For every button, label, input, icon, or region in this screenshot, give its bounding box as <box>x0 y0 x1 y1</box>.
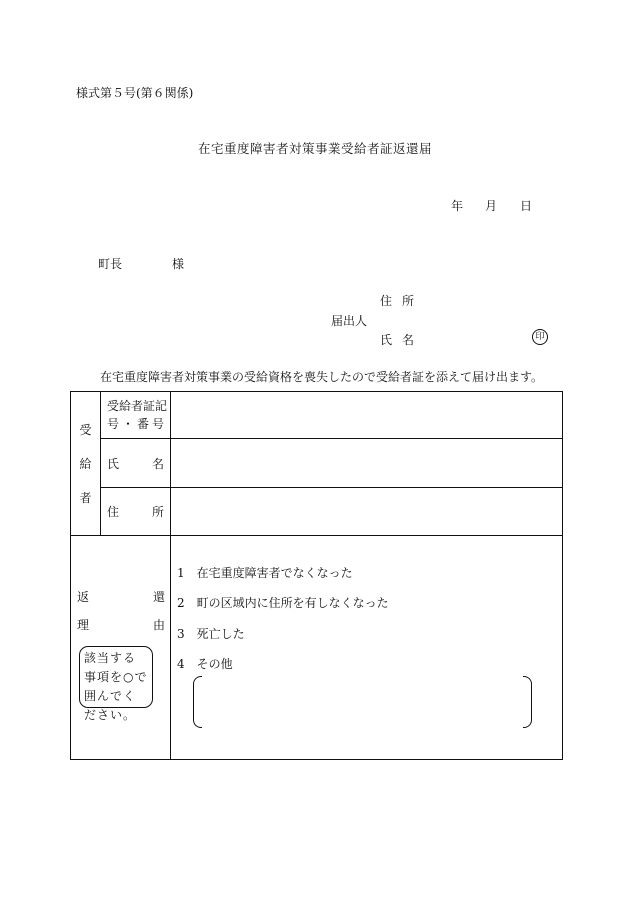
date-month-label: 月 <box>485 199 498 213</box>
form-table <box>70 391 563 760</box>
reason-label-left: 理 <box>77 618 90 632</box>
seal-mark: 印 <box>532 329 548 345</box>
other-detail-bracket-left <box>193 676 202 728</box>
recipient-label-char: 者 <box>79 490 92 505</box>
certificate-number-field[interactable] <box>171 392 563 439</box>
addressee-honorific: 様 <box>172 257 185 271</box>
table-row <box>71 439 563 488</box>
return-reason-label-row2 <box>77 616 165 633</box>
reason-option-2[interactable]: 2 町の区域内に住所を有しなくなった <box>177 596 389 610</box>
reason-option-1[interactable]: 1 在宅重度障害者でなくなった <box>177 566 353 580</box>
table-row <box>71 392 563 439</box>
return-label-right: 還 <box>152 590 165 604</box>
table-row <box>71 488 563 536</box>
notifier-name-label: 氏名 <box>380 333 425 347</box>
recipient-name-label-right: 名 <box>151 456 164 471</box>
return-reasons-cell <box>171 536 563 760</box>
reason-option-4[interactable]: 4 その他 <box>177 657 233 671</box>
certificate-number-label-line1: 受給者証記 <box>107 399 168 413</box>
recipient-label-char: 受 <box>79 422 92 437</box>
recipient-name-field[interactable] <box>171 439 563 488</box>
recipient-address-field[interactable] <box>171 488 563 536</box>
recipient-address-label <box>101 488 171 536</box>
other-detail-bracket-right <box>523 676 532 728</box>
reason-option-3[interactable]: 3 死亡した <box>177 627 245 641</box>
table-row <box>71 536 563 760</box>
certificate-number-label <box>101 392 171 439</box>
recipient-name-label-left: 氏 <box>107 456 120 471</box>
reason-label-right: 由 <box>152 618 165 632</box>
addressee-name: 町長 <box>98 257 123 271</box>
recipient-name-label <box>101 439 171 488</box>
recipient-section-label <box>71 392 101 536</box>
recipient-label-char: 給 <box>79 456 92 471</box>
document-title: 在宅重度障害者対策事業受給者証返還届 <box>197 141 432 156</box>
return-reason-label-row1 <box>77 588 165 605</box>
instruction-note: 該当する事項を○で囲んでください。 <box>79 646 153 708</box>
statement-text: 在宅重度障害者対策事業の受給資格を喪失したので受給者証を添えて届け出ます。 <box>100 370 544 384</box>
notifier-address-label: 住所 <box>380 294 425 308</box>
recipient-address-label-left: 住 <box>107 505 120 519</box>
notifier-label: 届出人 <box>331 314 368 328</box>
return-reason-label-cell <box>71 536 171 760</box>
certificate-number-label-line2: 号・番号 <box>107 417 168 431</box>
form-number: 様式第５号(第６関係) <box>76 86 194 100</box>
recipient-address-label-right: 所 <box>151 505 164 519</box>
date-day-label: 日 <box>520 199 533 213</box>
return-label-left: 返 <box>77 590 90 604</box>
date-year-label: 年 <box>451 199 464 213</box>
